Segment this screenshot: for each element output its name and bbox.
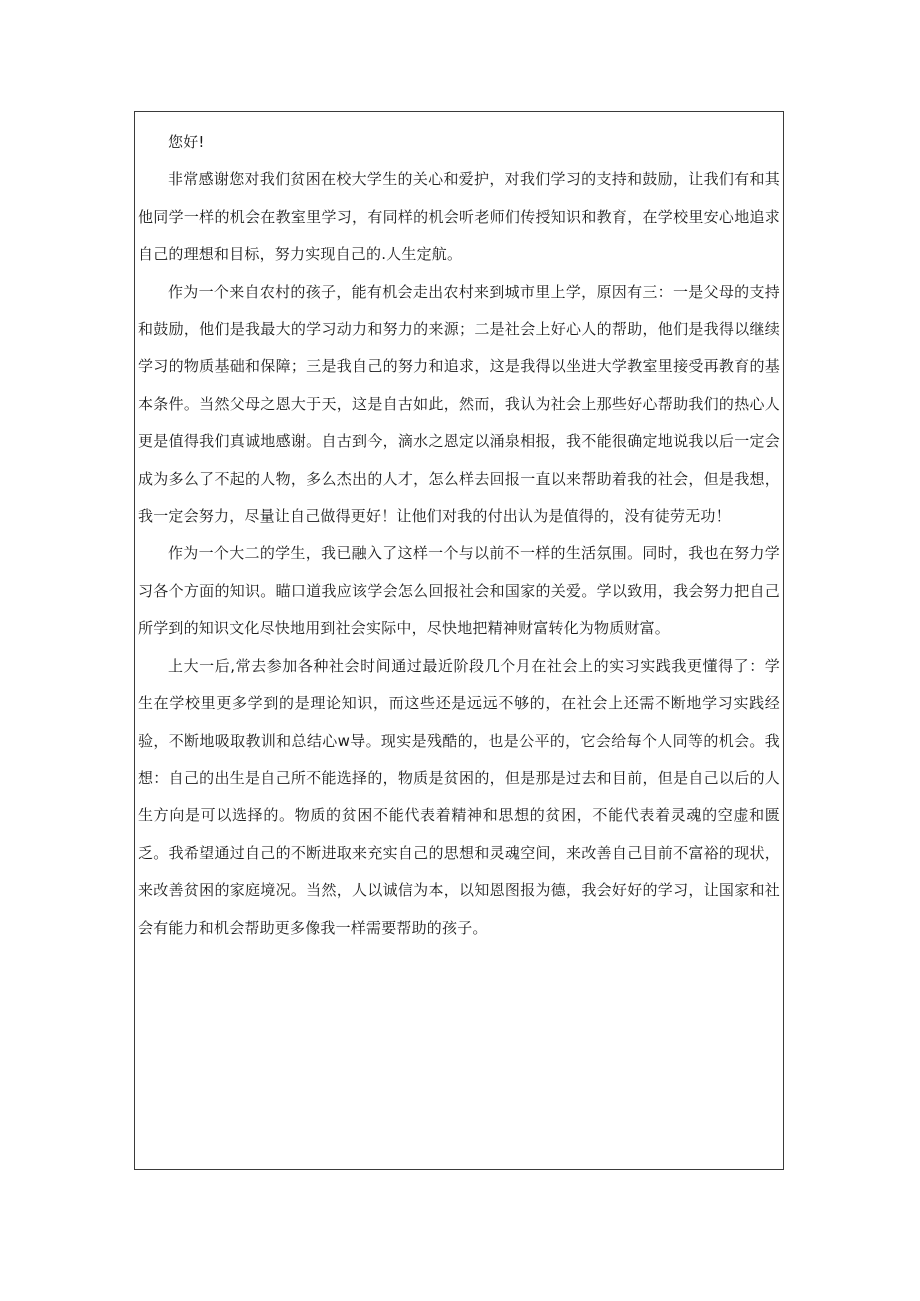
letter-greeting: 您好!	[168, 133, 205, 151]
letter-paragraph-4: 上大一后,常去参加各种社会时间通过最近阶段几个月在社会上的实习实践我更懂得了：学生在学校里更多学到的是理论知识，而这些还是远远不够的，在社会上还需不断地学习实践经验，不断地吸取教训和总结心w导。现实是残酷的，也是公平的，它会给每个人同等的机会。我想：自己的出生是自己所不能选择的，物质是贫困的，但是那是过去和目前，但是自己以后的人生方向是可以选择的。物质的贫困不能代表着精神和思想的贫困，不能代表着灵魂的空虚和匮乏。我希望通过自己的不断进取来充实自己的思想和灵魂空间，来改善自己目前不富裕的现状，来改善贫困的家庭境况。当然，人以诚信为本，以知恩图报为德，我会好好的学习，让国家和社会有能力和机会帮助更多像我一样需要帮助的孩子。	[138, 656, 780, 937]
letter-paragraph-3: 作为一个大二的学生，我已融入了这样一个与以前不一样的生活氛围。同时，我也在努力学习各个方面的知识。瞄口道我应该学会怎么回报社会和国家的关爱。学以致用，我会努力把自己所学到的知识文化尽快地用到社会实际中，尽快地把精神财富转化为物质财富。	[138, 544, 780, 638]
letter-paragraph-2: 作为一个来自农村的孩子，能有机会走出农村来到城市里上学，原因有三：一是父母的支持和鼓励，他们是我最大的学习动力和努力的来源；二是社会上好心人的帮助，他们是我得以继续学习的物质基础和保障；三是我自己的努力和追求，这是我得以坐进大学教室里接受再教育的基本条件。当然父母之恩大于天，这是自古如此，然而，我认为社会上那些好心帮助我们的热心人更是值得我们真诚地感谢。自古到今，滴水之恩定以涌泉相报，我不能很确定地说我以后一定会成为多么了不起的人物，多么杰出的人才，怎么样去回报一直以来帮助着我的社会，但是我想，我一定会努力，尽量让自己做得更好！让他们对我的付出认为是值得的，没有徒劳无功！	[138, 282, 780, 526]
letter-frame	[134, 111, 784, 1170]
letter-paragraph-1: 非常感谢您对我们贫困在校大学生的关心和爱护，对我们学习的支持和鼓励，让我们有和其他同学一样的机会在教室里学习，有同样的机会听老师们传授知识和教育，在学校里安心地追求自己的理想和目标，努力实现自己的.人生定航。	[138, 170, 780, 264]
